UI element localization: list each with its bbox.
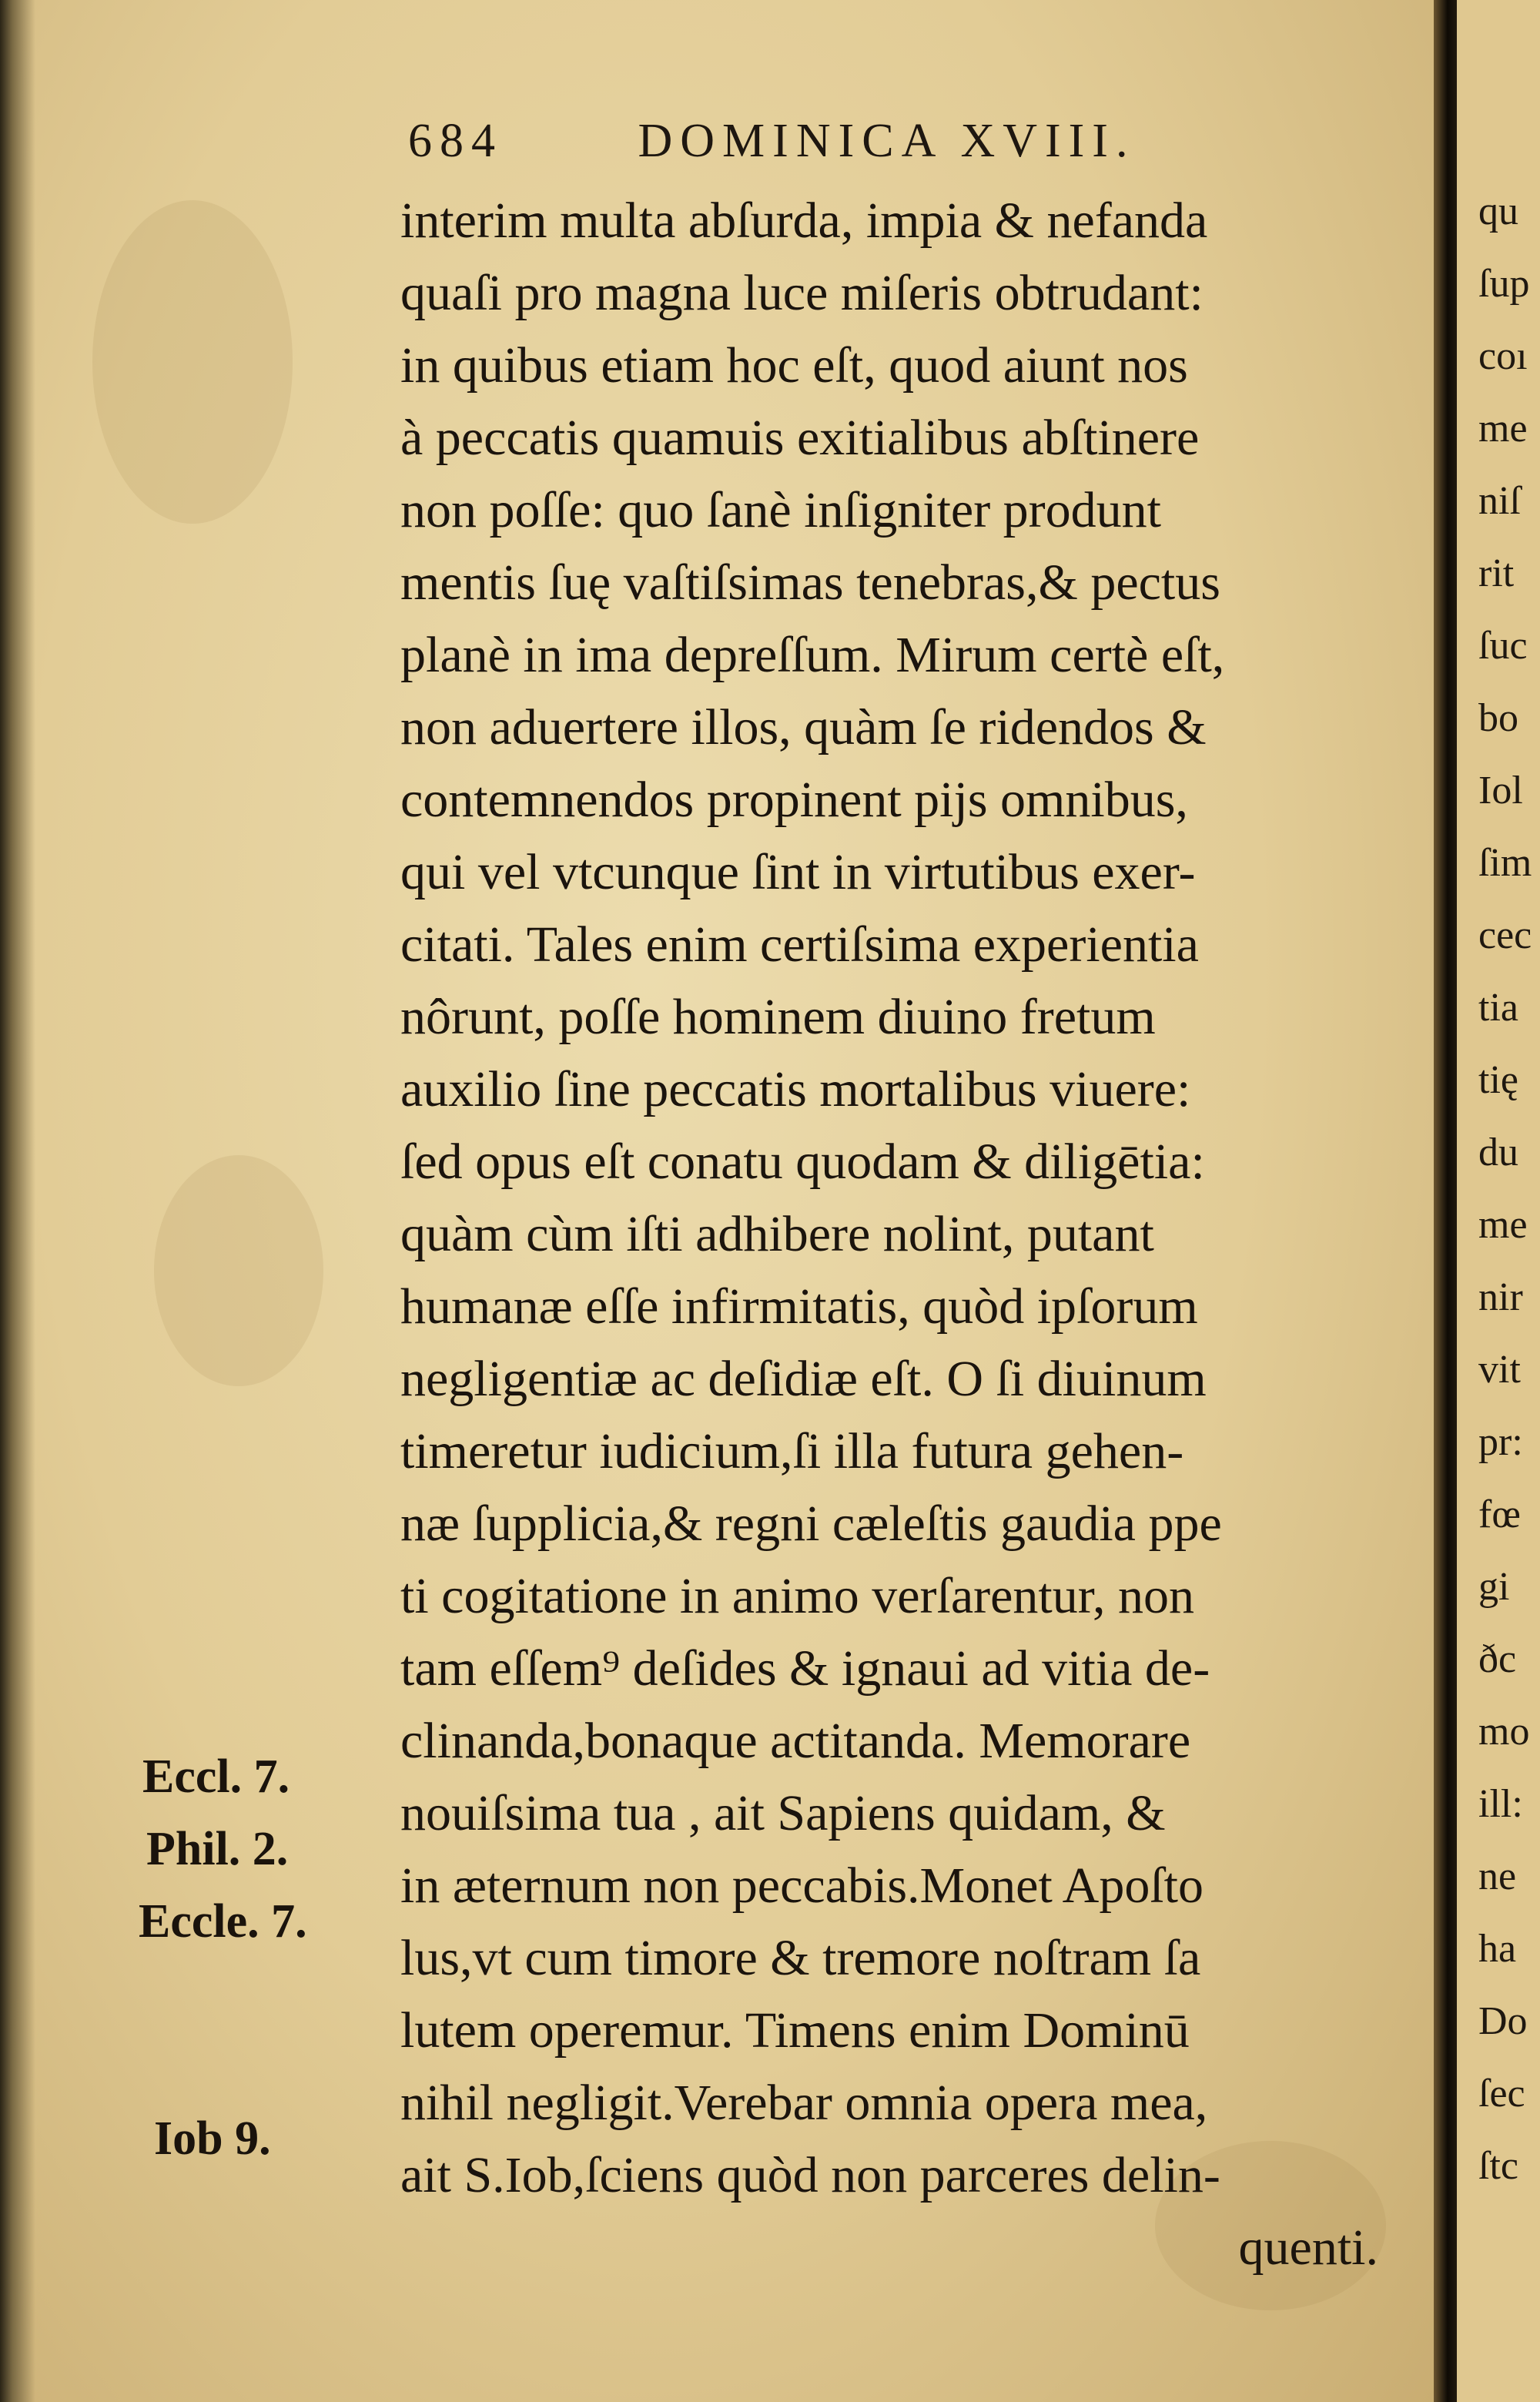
marginal-reference: Phil. 2. <box>146 1823 289 1875</box>
adjacent-text-fragment: ſim <box>1478 841 1532 885</box>
adjacent-text-fragment: Do <box>1478 1999 1528 2043</box>
adjacent-text-fragment: nir <box>1478 1275 1523 1319</box>
spine-shadow <box>0 0 35 2402</box>
text-line: planè in ima depreſſum. Mirum certè eſt, <box>400 627 1225 683</box>
adjacent-text-fragment: me <box>1478 1203 1528 1247</box>
text-line: à peccatis quamuis exitialibus abſtinere <box>400 410 1200 466</box>
text-line: quàm cùm iſti adhibere nolint, putant <box>400 1206 1154 1262</box>
adjacent-text-fragment: mo <box>1478 1710 1530 1754</box>
adjacent-text-fragment: ſec <box>1478 2072 1525 2116</box>
text-line: auxilio ſine peccatis mortalibus viuere: <box>400 1061 1191 1117</box>
text-line: clinanda,bonaque actitanda. Memorare <box>400 1713 1191 1769</box>
adjacent-text-fragment: du <box>1478 1131 1518 1174</box>
text-line: lus,vt cum timore & tremore noſtram ſa <box>400 1930 1201 1986</box>
paper-stain <box>154 1155 323 1386</box>
adjacent-text-fragment: tię <box>1478 1058 1518 1102</box>
book-gutter <box>1434 0 1457 2402</box>
text-line: interim multa abſurda, impia & nefanda <box>400 193 1208 249</box>
text-line: qui vel vtcunque ſint in virtutibus exer- <box>400 844 1196 900</box>
running-head <box>408 114 1135 169</box>
text-line: non poſſe: quo ſanè inſigniter produnt <box>400 482 1162 538</box>
page-number: 684 <box>408 115 503 167</box>
text-line: ti cogitatione in animo verſarentur, non <box>400 1568 1195 1624</box>
text-line: ait S.Iob,ſciens quòd non parceres delin- <box>400 2147 1220 2203</box>
adjacent-text-fragment: niſ <box>1478 479 1521 523</box>
adjacent-text-fragment: ill: <box>1478 1782 1523 1826</box>
text-line: ſed opus eſt conatu quodam & diligētia: <box>400 1134 1205 1190</box>
paper-stain <box>92 200 293 524</box>
adjacent-text-fragment: pr: <box>1478 1420 1523 1464</box>
adjacent-text-fragment: rit <box>1478 551 1515 595</box>
text-line: timeretur iudicium,ſi illa futura gehen- <box>400 1423 1184 1479</box>
text-line: negligentiæ ac deſidiæ eſt. O ſi diuinum <box>400 1351 1207 1407</box>
text-line: in quibus etiam hoc eſt, quod aiunt nos <box>400 337 1188 394</box>
text-line: citati. Tales enim certiſsima experientia <box>400 916 1199 973</box>
adjacent-text-fragment: ſup <box>1478 262 1530 306</box>
adjacent-text-fragment: Iol <box>1478 769 1523 812</box>
adjacent-text-fragment: ha <box>1478 1927 1517 1971</box>
catchword: quenti. <box>1238 2219 1378 2276</box>
text-line: nouiſsima tua , ait Sapiens quidam, & <box>400 1785 1166 1841</box>
text-line: humanæ eſſe infirmitatis, quòd ipſorum <box>400 1278 1198 1335</box>
text-line: tam eſſem⁹ deſides & ignaui ad vitia de- <box>400 1640 1210 1697</box>
adjacent-text-fragment: me <box>1478 407 1528 451</box>
adjacent-text-fragment: vit <box>1478 1348 1521 1392</box>
marginal-reference: Eccle. 7. <box>139 1895 307 1948</box>
adjacent-text-fragment: ſuc <box>1478 624 1528 668</box>
text-line: nôrunt, poſſe hominem diuino fretum <box>400 989 1156 1045</box>
adjacent-text-fragment: cec <box>1478 913 1532 957</box>
adjacent-text-fragment: ðc <box>1478 1637 1517 1681</box>
page-title: DOMINICA XVIII. <box>638 115 1136 167</box>
text-line: non aduertere illos, quàm ſe ridendos & <box>400 699 1207 755</box>
text-line: quaſi pro magna luce miſeris obtrudant: <box>400 265 1204 321</box>
adjacent-text-fragment: coı <box>1478 334 1528 378</box>
marginal-reference: Iob 9. <box>154 2112 271 2165</box>
text-line: nihil negligit.Verebar omnia opera mea, <box>400 2075 1208 2131</box>
adjacent-text-fragment: qu <box>1478 189 1518 233</box>
text-line: contemnendos propinent pijs omnibus, <box>400 772 1188 828</box>
text-line: in æternum non peccabis.Monet Apoſto <box>400 1858 1204 1914</box>
adjacent-text-fragment: ne <box>1478 1854 1517 1898</box>
text-line: mentis ſuę vaſtiſsimas tenebras,& pectus <box>400 554 1220 611</box>
adjacent-text-fragment: gi <box>1478 1565 1510 1609</box>
text-line: næ ſupplicia,& regni cæleſtis gaudia ppe <box>400 1496 1222 1552</box>
marginal-reference: Eccl. 7. <box>142 1750 290 1803</box>
adjacent-page-edge <box>1457 0 1540 2402</box>
adjacent-text-fragment: bo <box>1478 696 1518 740</box>
text-line: lutem operemur. Timens enim Dominū <box>400 2002 1190 2059</box>
adjacent-text-fragment: tia <box>1478 986 1518 1030</box>
adjacent-text-fragment: ſtc <box>1478 2144 1518 2188</box>
adjacent-text-fragment: fœ <box>1478 1492 1521 1536</box>
main-text-block <box>400 185 1401 2284</box>
